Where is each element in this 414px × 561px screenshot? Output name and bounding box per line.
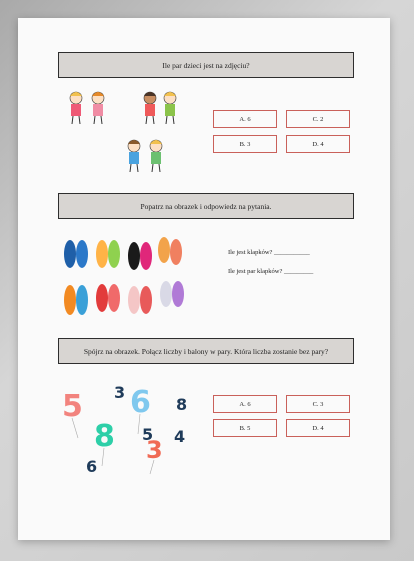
question-3-title (58, 338, 354, 364)
child-figure (92, 92, 104, 124)
balloons-numbers-illustration (58, 376, 198, 476)
answer-option-b[interactable] (213, 419, 277, 437)
option-label: D. 4 (312, 140, 324, 148)
child-figure (150, 140, 162, 172)
question-2-title (58, 193, 354, 219)
question-1-text: Ile par dzieci jest na zdjęciu? (162, 60, 250, 70)
option-label: B. 5 (239, 424, 251, 432)
answer-option-a[interactable] (213, 395, 277, 413)
question-2-line-2[interactable] (228, 268, 313, 275)
answer-option-a[interactable] (213, 110, 277, 128)
question-3-text: Spójrz na obrazek. Połącz liczby i balony w pary. Która liczba zostanie bez pary? (83, 346, 329, 356)
option-label: C. 2 (312, 115, 324, 123)
question-2-line-1[interactable] (228, 249, 310, 256)
child-figure (144, 92, 156, 124)
children-illustration (62, 88, 162, 178)
option-label: D. 4 (312, 424, 324, 432)
worksheet-page (18, 18, 390, 540)
answer-option-c[interactable] (286, 110, 350, 128)
option-label: A. 6 (239, 115, 251, 123)
loose-number: 8 (176, 395, 188, 414)
child-figure (70, 92, 82, 124)
question-2-text: Popatrz na obrazek i odpowiedz na pytania. (140, 201, 272, 211)
flip-flop-pair (96, 284, 120, 312)
answer-option-d[interactable] (286, 419, 350, 437)
child-figure (164, 92, 176, 124)
loose-number: 5 (142, 425, 154, 444)
flip-flop-pair (96, 240, 120, 268)
line-text: Ile jest klapków? ___________ (228, 249, 310, 256)
flip-flop-pair (64, 240, 88, 268)
question-1-title (58, 52, 354, 78)
answer-option-b[interactable] (213, 135, 277, 153)
flip-flop-pair (64, 285, 88, 315)
option-label: C. 3 (312, 400, 324, 408)
option-label: B. 3 (239, 140, 251, 148)
flip-flop-pair (158, 237, 182, 265)
child-figure (128, 140, 140, 172)
flip-flop-pair (128, 286, 152, 314)
balloon-number: 3 (146, 436, 163, 464)
answer-option-d[interactable] (286, 135, 350, 153)
loose-number: 3 (114, 383, 126, 402)
loose-number: 4 (174, 427, 186, 446)
line-text: Ile jest par klapków? _________ (228, 268, 314, 275)
loose-number: 6 (86, 457, 98, 476)
balloon-number: 6 (130, 385, 151, 420)
balloon-number: 5 (62, 389, 83, 424)
option-label: A. 6 (239, 400, 251, 408)
answer-option-c[interactable] (286, 395, 350, 413)
flip-flops-illustration (62, 236, 192, 322)
balloon-number: 8 (94, 419, 115, 454)
flip-flop-pair (160, 281, 184, 307)
flip-flop-pair (128, 242, 152, 270)
